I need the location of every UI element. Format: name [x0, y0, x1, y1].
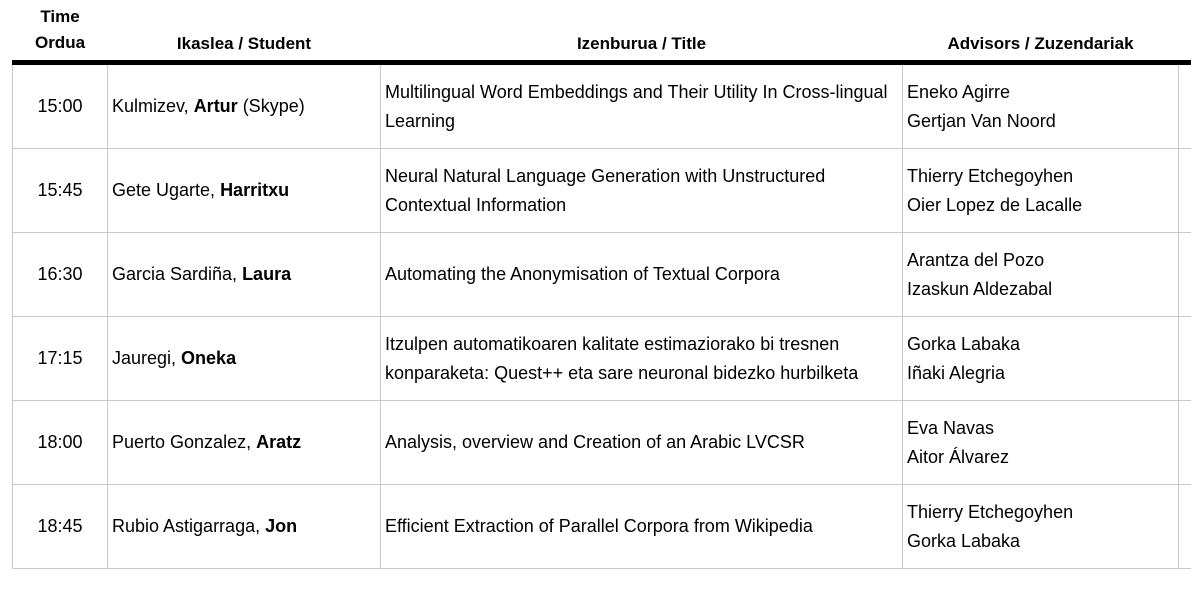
student-firstname: Laura [242, 264, 292, 284]
student-cell [108, 401, 381, 485]
advisor-name: Oier Lopez de Lacalle [907, 194, 1083, 215]
title-cell: Neural Natural Language Generation with Unstructured Contextual Information [381, 149, 903, 233]
header-student: Ikaslea / Student [108, 0, 381, 63]
extra-cell [1179, 233, 1191, 317]
title-cell: Itzulpen automatikoaren kalitate estimaziorako bi tresnen konparaketa: Quest++ eta sare neuronal bidezko hurbilketa [381, 317, 903, 401]
extra-cell [1179, 401, 1191, 485]
time-cell: 17:15 [13, 317, 108, 401]
advisors-cell [903, 401, 1179, 485]
advisor-name: Gorka Labaka [907, 333, 1021, 354]
header-extra [1179, 0, 1191, 63]
student-surname: Rubio Astigarraga, [112, 516, 266, 536]
extra-cell [1179, 149, 1191, 233]
table-row [13, 485, 1191, 569]
header-advisors: Advisors / Zuzendariak [903, 0, 1179, 63]
advisor-name: Arantza del Pozo [907, 249, 1045, 270]
table-row [13, 149, 1191, 233]
student-surname: Kulmizev, [112, 96, 194, 116]
advisor-name: Thierry Etchegoyhen [907, 165, 1074, 186]
student-surname: Jauregi, [112, 348, 182, 368]
advisors-cell [903, 317, 1179, 401]
student-firstname: Jon [265, 516, 298, 536]
title-cell: Analysis, overview and Creation of an Arabic LVCSR [381, 401, 903, 485]
extra-cell [1179, 317, 1191, 401]
advisors-cell [903, 149, 1179, 233]
extra-cell [1179, 485, 1191, 569]
header-time [13, 0, 108, 63]
title-cell: Automating the Anonymisation of Textual Corpora [381, 233, 903, 317]
title-cell: Efficient Extraction of Parallel Corpora from Wikipedia [381, 485, 903, 569]
schedule-body [13, 63, 1191, 569]
table-row [13, 317, 1191, 401]
time-cell: 16:30 [13, 233, 108, 317]
advisor-name: Iñaki Alegria [907, 362, 1006, 383]
time-cell: 15:45 [13, 149, 108, 233]
student-note: (Skype) [237, 96, 305, 116]
table-row [13, 63, 1191, 149]
time-cell: 18:00 [13, 401, 108, 485]
time-cell: 18:45 [13, 485, 108, 569]
advisor-name: Eva Navas [907, 417, 995, 438]
advisors-cell [903, 485, 1179, 569]
student-surname: Garcia Sardiña, [112, 264, 243, 284]
student-cell [108, 233, 381, 317]
header-time-line2: Ordua [34, 33, 86, 52]
advisor-name: Aitor Álvarez [907, 446, 1010, 467]
header-row [13, 0, 1191, 63]
student-firstname: Artur [193, 96, 238, 116]
student-firstname: Aratz [256, 432, 302, 452]
student-surname: Gete Ugarte, [112, 180, 221, 200]
student-cell [108, 149, 381, 233]
advisor-name: Gertjan Van Noord [907, 110, 1056, 131]
student-surname: Puerto Gonzalez, [112, 432, 257, 452]
student-cell [108, 317, 381, 401]
advisor-name: Izaskun Aldezabal [907, 278, 1053, 299]
schedule-sheet [12, 0, 1191, 569]
table-row [13, 401, 1191, 485]
advisors-cell [903, 63, 1179, 149]
title-cell: Multilingual Word Embeddings and Their Utility In Cross-lingual Learning [381, 63, 903, 149]
student-firstname: Harritxu [220, 180, 290, 200]
advisor-name: Eneko Agirre [907, 81, 1011, 102]
schedule-table [12, 0, 1191, 569]
header-time-line1: Time [40, 7, 80, 26]
advisor-name: Thierry Etchegoyhen [907, 501, 1074, 522]
extra-cell [1179, 63, 1191, 149]
student-firstname: Oneka [181, 348, 237, 368]
table-row [13, 233, 1191, 317]
header-title: Izenburua / Title [381, 0, 903, 63]
advisor-name: Gorka Labaka [907, 530, 1021, 551]
time-cell: 15:00 [13, 63, 108, 149]
advisors-cell [903, 233, 1179, 317]
student-cell [108, 63, 381, 149]
student-cell [108, 485, 381, 569]
